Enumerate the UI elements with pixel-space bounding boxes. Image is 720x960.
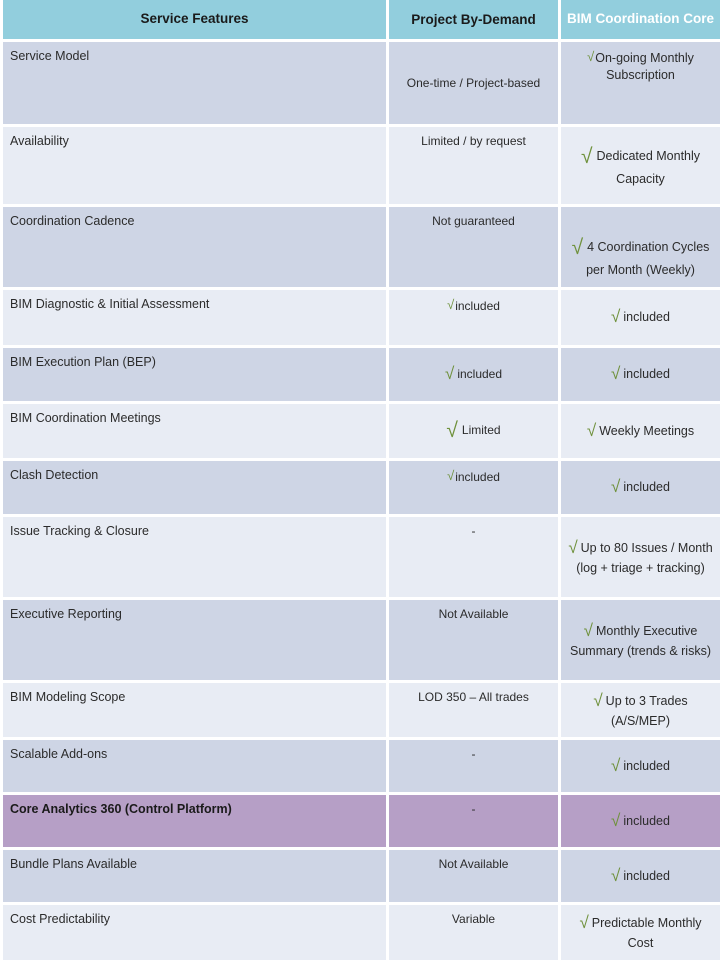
bim-coordination-core-cell	[561, 207, 720, 287]
feature-name-cell	[3, 517, 386, 597]
project-by-demand-value: included	[457, 367, 503, 382]
bim-coordination-core-value: Monthly Executive Summary (trends & risks)	[570, 624, 711, 659]
table-row	[3, 850, 720, 905]
bim-coordination-core-cell	[561, 740, 720, 792]
project-by-demand-value: included	[455, 299, 500, 313]
check-icon: √	[611, 307, 621, 327]
table-row	[3, 290, 720, 348]
check-icon: √	[611, 755, 621, 775]
feature-name-label: Executive Reporting	[10, 607, 122, 621]
check-icon: √	[587, 49, 595, 64]
feature-name-label: BIM Coordination Meetings	[10, 411, 161, 425]
project-by-demand-value: One-time / Project-based	[406, 75, 541, 90]
check-icon: √	[568, 538, 578, 558]
table-row	[3, 207, 720, 290]
feature-name-cell	[3, 127, 386, 204]
bim-coordination-core-cell	[561, 683, 720, 737]
column-header-project-by-demand	[389, 0, 558, 39]
check-icon: √	[586, 420, 597, 440]
bim-coordination-core-cell	[561, 517, 720, 597]
feature-name-label: Availability	[10, 134, 69, 148]
not-included-dash: -	[471, 524, 476, 538]
project-by-demand-cell	[389, 290, 558, 345]
bim-coordination-core-cell	[561, 290, 720, 345]
not-included-dash: -	[471, 747, 476, 761]
bim-coordination-core-value: included	[623, 868, 670, 883]
project-by-demand-cell	[389, 600, 558, 680]
bim-coordination-core-value: included	[623, 310, 670, 325]
check-icon: √	[571, 235, 584, 259]
project-by-demand-cell	[389, 127, 558, 204]
feature-name-cell	[3, 600, 386, 680]
feature-name-cell	[3, 207, 386, 287]
feature-name-label: Clash Detection	[10, 468, 99, 482]
table-row	[3, 905, 720, 960]
project-by-demand-cell	[389, 905, 558, 960]
bim-coordination-core-value: included	[623, 480, 670, 495]
bim-coordination-core-value: 4 Coordination Cycles per Month (Weekly)	[586, 239, 710, 278]
feature-name-cell	[3, 42, 386, 124]
bim-coordination-core-cell	[561, 600, 720, 680]
check-icon: √	[611, 810, 621, 830]
feature-name-label: Issue Tracking & Closure	[10, 524, 149, 538]
bim-coordination-core-cell	[561, 905, 720, 960]
check-icon: √	[444, 364, 455, 384]
project-by-demand-value: LOD 350 – All trades	[418, 690, 529, 704]
table-row	[3, 127, 720, 207]
project-by-demand-cell	[389, 461, 558, 514]
check-icon: √	[446, 418, 458, 442]
bim-coordination-core-cell	[561, 42, 720, 124]
project-by-demand-cell	[389, 42, 558, 124]
feature-name-cell	[3, 461, 386, 514]
table-row	[3, 795, 720, 850]
bim-coordination-core-value: Up to 3 Trades (A/S/MEP)	[605, 694, 688, 729]
bim-coordination-core-value: Predictable Monthly Cost	[591, 916, 702, 951]
feature-name-label: Scalable Add-ons	[10, 747, 108, 761]
feature-name-label: Cost Predictability	[10, 912, 111, 926]
table-row	[3, 461, 720, 517]
not-included-dash: -	[471, 802, 476, 816]
feature-name-cell	[3, 795, 386, 847]
feature-name-label: Coordination Cadence	[10, 214, 135, 228]
table-row	[3, 740, 720, 795]
feature-name-label: BIM Diagnostic & Initial Assessment	[10, 297, 210, 311]
feature-name-cell	[3, 290, 386, 345]
project-by-demand-value: Limited / by request	[421, 134, 526, 148]
project-by-demand-value: Not Available	[438, 607, 509, 621]
project-by-demand-cell	[389, 795, 558, 847]
bim-coordination-core-value: included	[623, 367, 670, 382]
table-header-row	[3, 0, 720, 42]
bim-coordination-core-value: Dedicated Monthly Capacity	[596, 148, 701, 187]
check-icon: √	[583, 621, 593, 641]
bim-coordination-core-cell	[561, 850, 720, 902]
feature-name-label: Core Analytics 360 (Control Platform)	[10, 802, 232, 816]
check-icon: √	[611, 865, 621, 885]
feature-name-cell	[3, 404, 386, 458]
project-by-demand-value: Not Available	[438, 857, 509, 871]
project-by-demand-value: Variable	[451, 912, 496, 926]
project-by-demand-cell	[389, 517, 558, 597]
table-row	[3, 348, 720, 404]
check-icon: √	[611, 477, 621, 497]
bim-coordination-core-value: Weekly Meetings	[599, 423, 695, 438]
column-header-bim-coordination-core-label: BIM Coordination Core	[567, 11, 714, 27]
feature-name-cell	[3, 683, 386, 737]
column-header-project-by-demand-label: Project By-Demand	[411, 12, 536, 27]
bim-coordination-core-cell	[561, 404, 720, 458]
feature-name-label: Service Model	[10, 49, 90, 63]
table-row	[3, 683, 720, 740]
feature-name-cell	[3, 348, 386, 401]
check-icon: √	[611, 364, 621, 384]
bim-coordination-core-value: On-going Monthly Subscription	[595, 51, 694, 82]
feature-name-cell	[3, 740, 386, 792]
bim-coordination-core-value: included	[623, 813, 670, 828]
project-by-demand-cell	[389, 740, 558, 792]
table-row	[3, 517, 720, 600]
project-by-demand-cell	[389, 404, 558, 458]
column-header-service-features-label: Service Features	[140, 11, 249, 27]
project-by-demand-value: included	[455, 470, 500, 484]
feature-name-cell	[3, 905, 386, 960]
bim-coordination-core-cell	[561, 461, 720, 514]
table-row	[3, 42, 720, 127]
check-icon: √	[447, 468, 455, 483]
project-by-demand-value: Not guaranteed	[432, 214, 515, 228]
bim-coordination-core-cell	[561, 127, 720, 204]
project-by-demand-value: Limited	[461, 422, 501, 437]
table-row	[3, 600, 720, 683]
project-by-demand-cell	[389, 207, 558, 287]
project-by-demand-cell	[389, 850, 558, 902]
feature-name-label: Bundle Plans Available	[10, 857, 137, 871]
check-icon: √	[579, 913, 589, 933]
feature-name-label: BIM Modeling Scope	[10, 690, 126, 704]
feature-name-label: BIM Execution Plan (BEP)	[10, 355, 156, 369]
table-body	[3, 42, 720, 960]
table-row	[3, 404, 720, 461]
check-icon: √	[580, 144, 593, 168]
project-by-demand-cell	[389, 348, 558, 401]
project-by-demand-cell	[389, 683, 558, 737]
bim-coordination-core-value: Up to 80 Issues / Month (log + triage + tracking)	[576, 541, 713, 576]
bim-coordination-core-value: included	[623, 758, 670, 773]
bim-coordination-core-cell	[561, 795, 720, 847]
column-header-service-features	[3, 0, 386, 39]
check-icon: √	[447, 297, 455, 312]
feature-name-cell	[3, 850, 386, 902]
bim-coordination-core-cell	[561, 348, 720, 401]
check-icon: √	[593, 691, 603, 711]
column-header-bim-coordination-core	[561, 0, 720, 39]
